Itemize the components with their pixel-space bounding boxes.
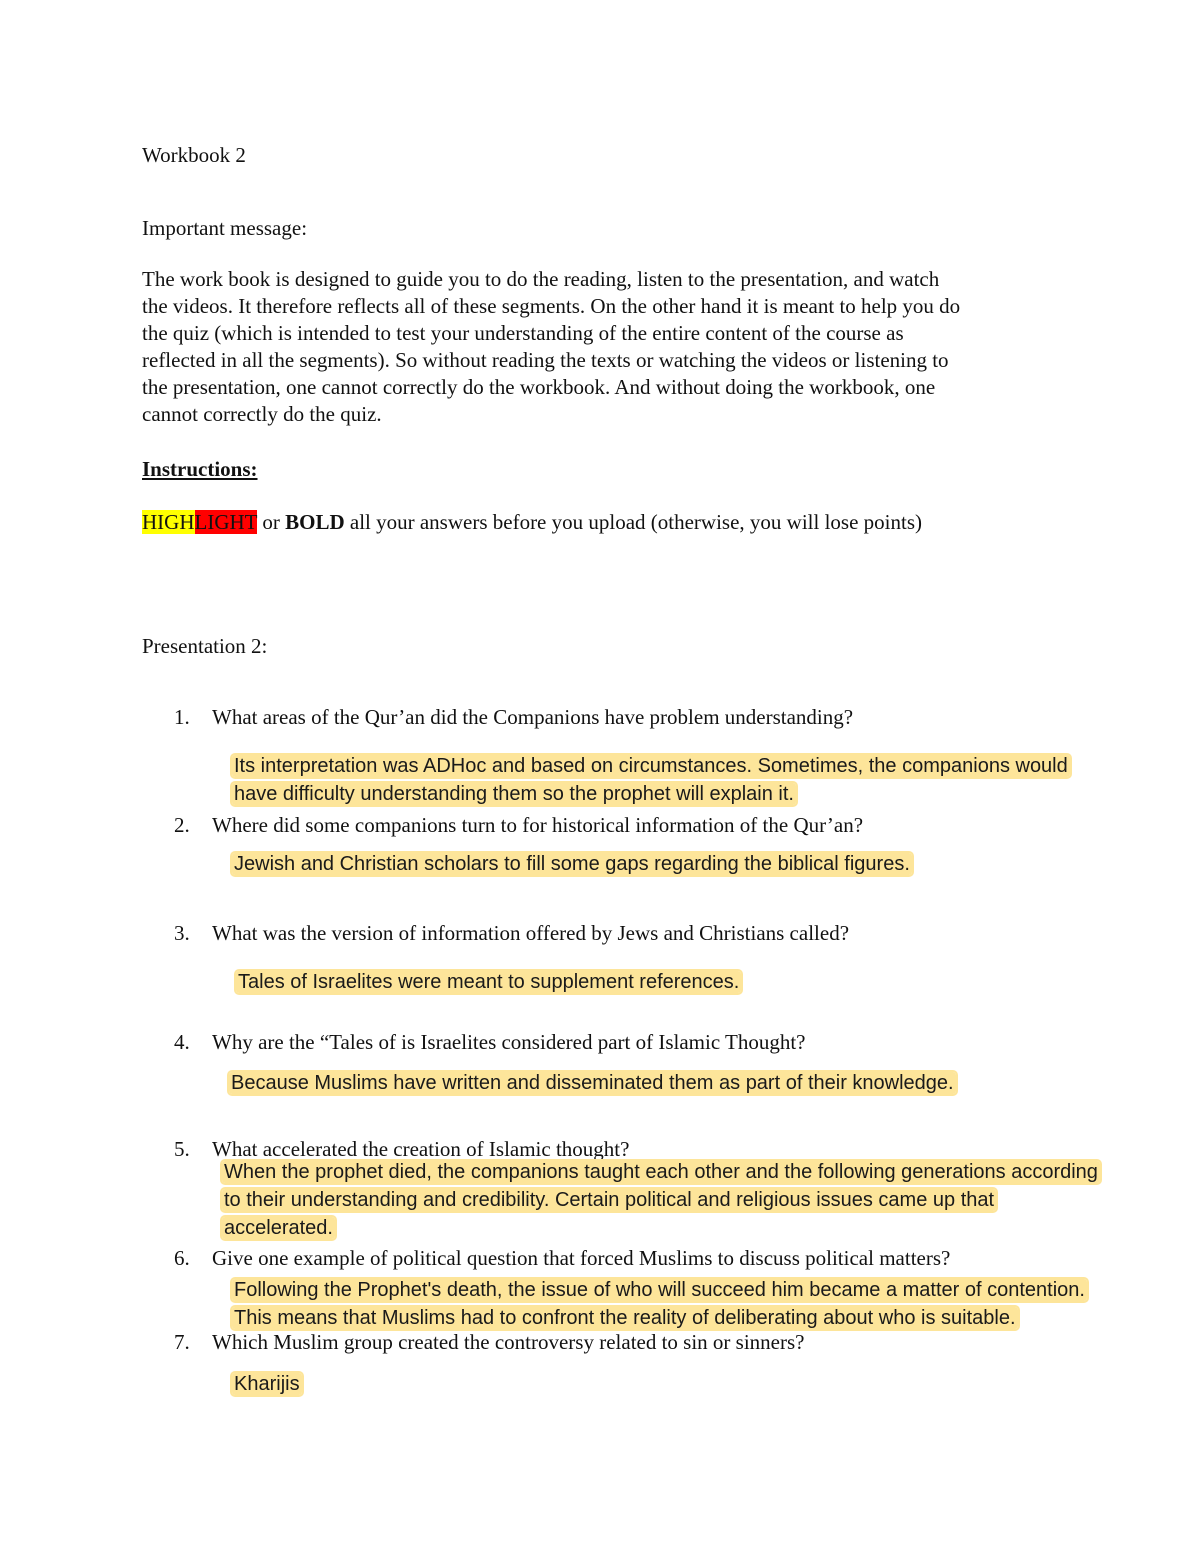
answer-block <box>222 1158 1100 1242</box>
question-text: Give one example of political question that forced Muslims to discuss political matters? <box>212 1246 951 1270</box>
important-message-body <box>142 266 960 428</box>
message-line: the videos. It therefore reflects all of these segments. On the other hand it is meant to help you do <box>142 294 961 318</box>
message-line: the presentation, one cannot correctly do the workbook. And without doing the workbook, one <box>142 375 936 399</box>
question-number: 3. <box>174 921 190 945</box>
answer-line: Its interpretation was ADHoc and based on circumstances. Sometimes, the companions would <box>234 755 1068 777</box>
bold-word: BOLD <box>285 510 345 534</box>
answer-line: Kharijis <box>234 1373 300 1395</box>
question-number: 1. <box>174 705 190 729</box>
question-text: Why are the “Tales of is Israelites considered part of Islamic Thought? <box>212 1030 806 1054</box>
question-number: 5. <box>174 1137 190 1161</box>
question-text: Where did some companions turn to for historical information of the Qur’an? <box>212 813 864 837</box>
message-line: cannot correctly do the quiz. <box>142 402 382 426</box>
answer-block <box>232 752 1070 808</box>
question-number: 2. <box>174 813 190 837</box>
message-line: The work book is designed to guide you to do the reading, listen to the presentation, and watch <box>142 267 940 291</box>
question-number: 4. <box>174 1030 190 1054</box>
important-message-heading: Important message: <box>142 216 308 240</box>
question-text: What areas of the Qur’an did the Companions have problem understanding? <box>212 705 854 729</box>
answer-block <box>236 968 741 996</box>
answer-block <box>232 850 912 878</box>
question-text: What accelerated the creation of Islamic thought? <box>212 1137 630 1161</box>
answer-line: have difficulty understanding them so the prophet will explain it. <box>234 783 794 805</box>
highlight-red-text: LIGHT <box>194 510 258 534</box>
answer-line: Following the Prophet's death, the issue of who will succeed him became a matter of contention. <box>234 1279 1085 1301</box>
answer-line: Tales of Israelites were meant to supplement references. <box>238 971 740 993</box>
answer-line: accelerated. <box>224 1217 333 1239</box>
answer-block <box>232 1370 302 1398</box>
answer-block <box>232 1276 1087 1332</box>
instructions-text <box>142 509 922 536</box>
question-number: 7. <box>174 1330 190 1354</box>
instructions-heading: Instructions: <box>142 457 258 481</box>
answer-line: Jewish and Christian scholars to fill some gaps regarding the biblical figures. <box>234 853 910 875</box>
question-number: 6. <box>174 1246 190 1270</box>
message-line: the quiz (which is intended to test your understanding of the entire content of the course as <box>142 321 904 345</box>
document-title: Workbook 2 <box>142 143 246 167</box>
presentation-heading: Presentation 2: <box>142 634 268 658</box>
question-text: What was the version of information offered by Jews and Christians called? <box>212 921 850 945</box>
highlight-yellow-text: HIGH <box>142 510 195 534</box>
answer-line: to their understanding and credibility. Certain political and religious issues came up that <box>224 1189 995 1211</box>
message-line: reflected in all the segments). So without reading the texts or watching the videos or listening to <box>142 348 949 372</box>
answer-block <box>229 1069 956 1097</box>
or-text: or <box>257 510 286 534</box>
question-text: Which Muslim group created the controversy related to sin or sinners? <box>212 1330 805 1354</box>
answer-line: Because Muslims have written and disseminated them as part of their knowledge. <box>231 1072 954 1094</box>
answer-line: This means that Muslims had to confront the reality of deliberating about who is suitable. <box>234 1307 1016 1329</box>
answer-line: When the prophet died, the companions taught each other and the following generations according <box>224 1161 1098 1183</box>
instructions-rest: all your answers before you upload (otherwise, you will lose points) <box>344 510 923 534</box>
